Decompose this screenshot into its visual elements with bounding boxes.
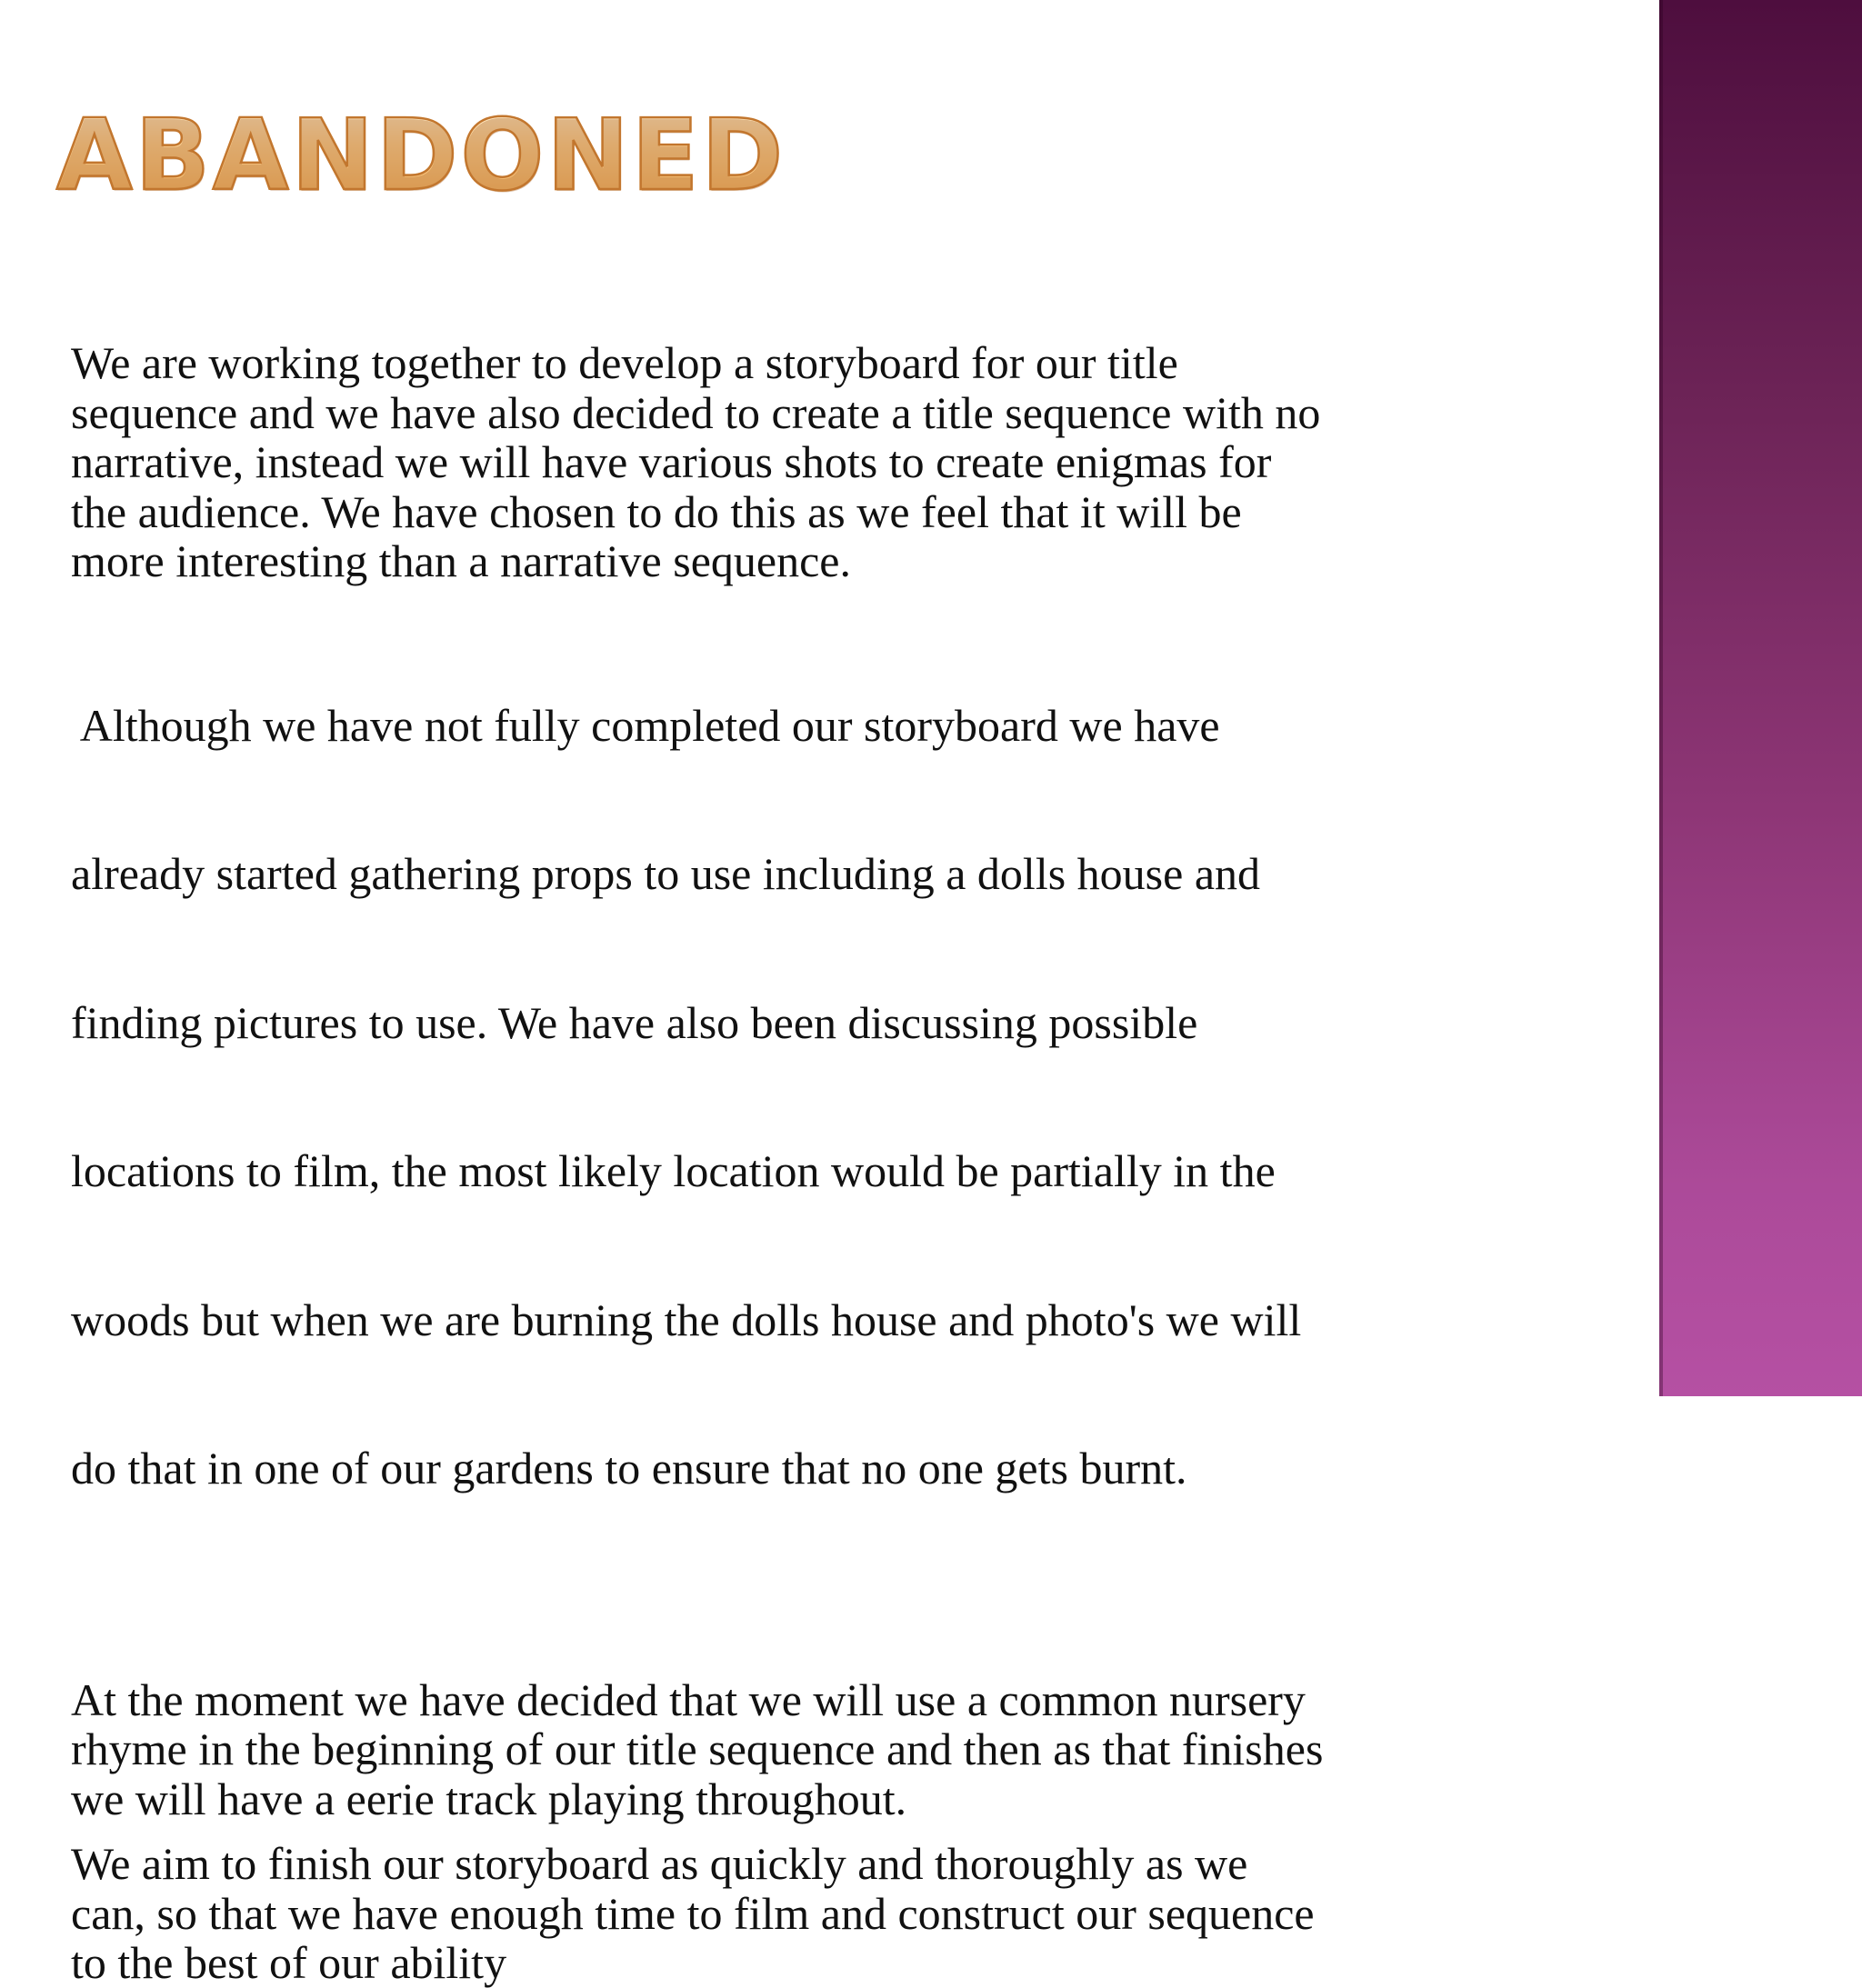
text-line: to the best of our ability <box>71 1937 507 1988</box>
text-line: locations to film, the most likely location would be partially in the <box>71 1145 1276 1196</box>
paragraph-music <box>71 1675 1526 1824</box>
text-line: woods but when we are burning the dolls house and photo's we will <box>71 1294 1302 1345</box>
paragraph-props-locations <box>71 602 1526 1593</box>
text-line: rhyme in the beginning of our title sequence and then as that finishes <box>71 1723 1324 1774</box>
decorative-side-panel <box>1659 0 1862 1396</box>
slide-title <box>56 99 786 213</box>
text-line: the audience. We have chosen to do this as we feel that it will be <box>71 485 1242 537</box>
text-line: more interesting than a narrative sequence. <box>71 535 851 586</box>
text-line: We are working together to develop a storyboard for our title <box>71 337 1178 388</box>
slide-title-text: ABANDONED <box>56 99 786 213</box>
text-line: can, so that we have enough time to film and construct our sequence <box>71 1887 1315 1939</box>
text-line: do that in one of our gardens to ensure that no one gets burnt. <box>71 1443 1187 1493</box>
text-line: narrative, instead we will have various shots to create enigmas for <box>71 436 1272 487</box>
text-line: Although we have not fully completed our storyboard we have <box>71 699 1220 751</box>
text-line: sequence and we have also decided to create a title sequence with no <box>71 386 1321 438</box>
text-line: At the moment we have decided that we will use a common nursery <box>71 1673 1306 1725</box>
text-line: finding pictures to use. We have also been discussing possible <box>71 996 1198 1048</box>
text-line: already started gathering props to use including a dolls house and <box>71 848 1261 899</box>
slide-body <box>71 338 1526 1988</box>
text-line: we will have a eerie track playing throughout. <box>71 1773 907 1824</box>
text-line: We aim to finish our storyboard as quickly and thoroughly as we <box>71 1838 1248 1889</box>
paragraph-aim <box>71 1839 1526 1988</box>
paragraph-storyboard-intro <box>71 338 1526 586</box>
